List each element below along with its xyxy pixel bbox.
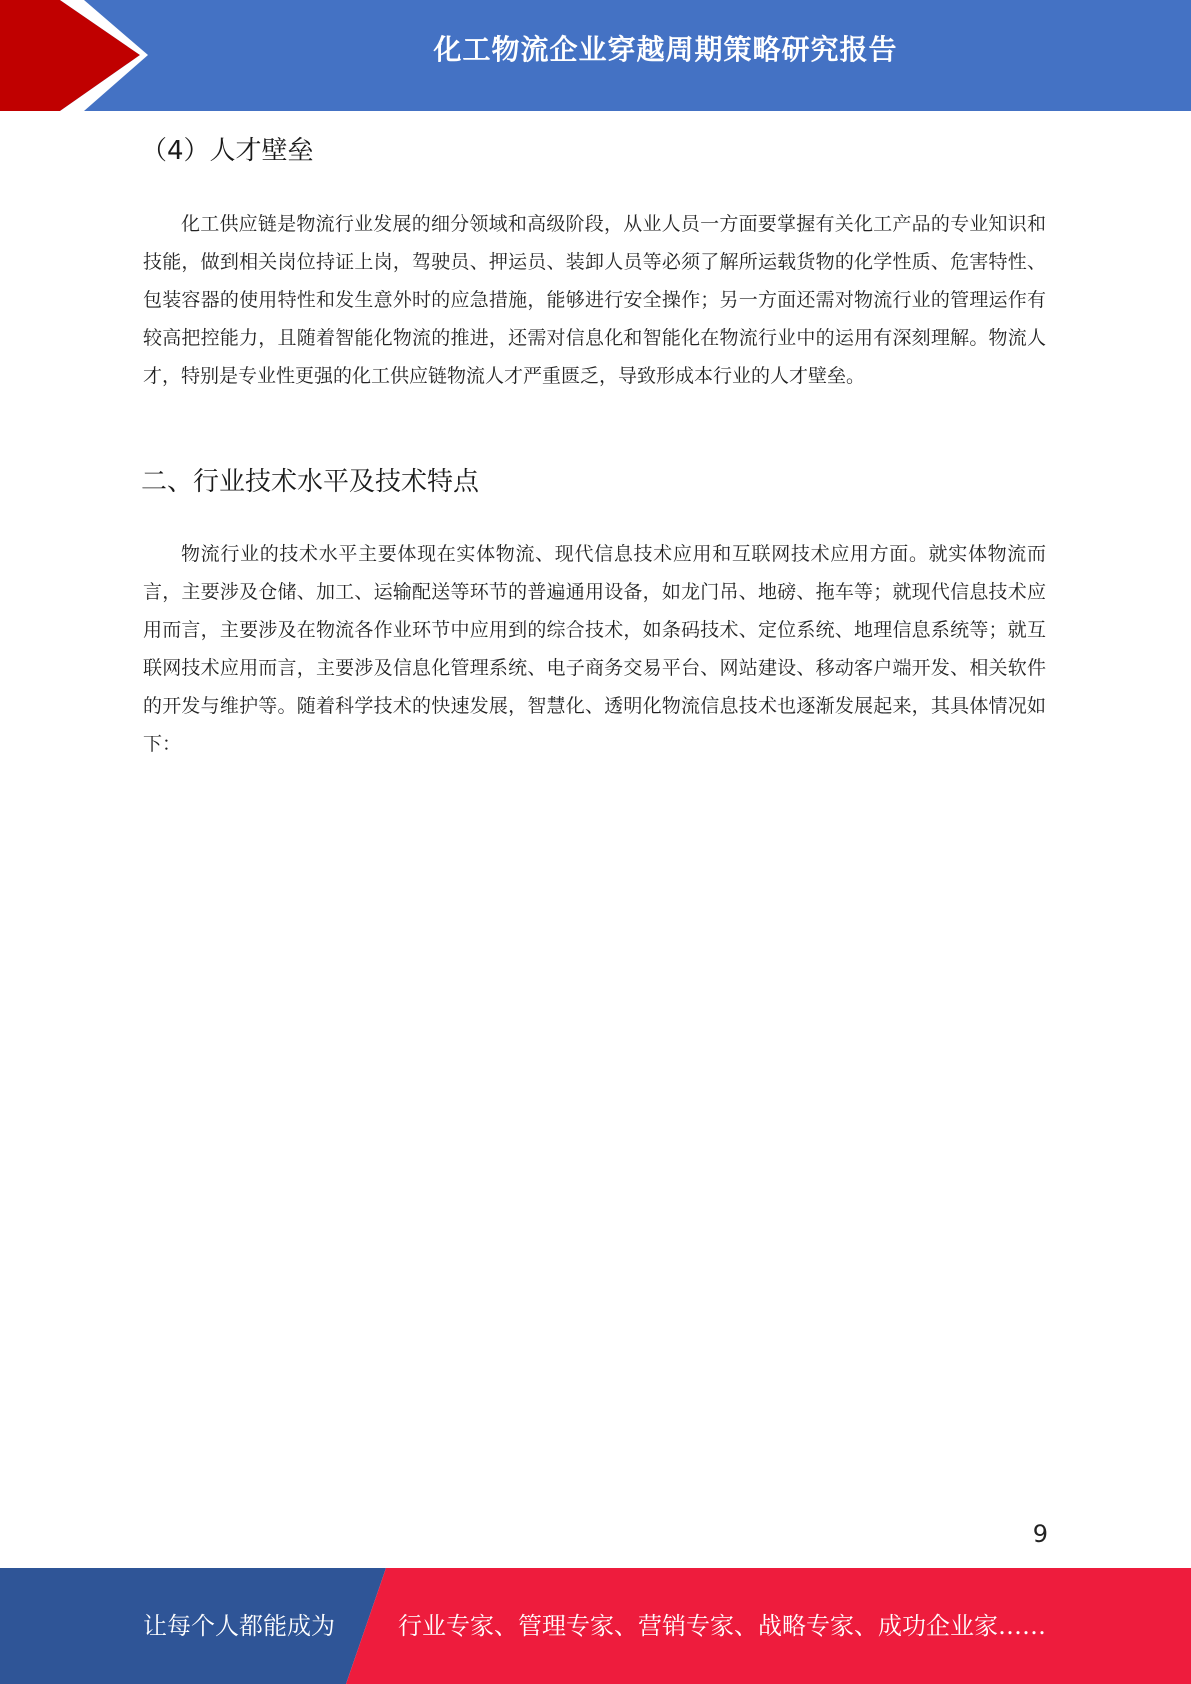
page-number: 9 (1032, 1520, 1048, 1548)
paragraph-talent-barrier: 化工供应链是物流行业发展的细分领域和高级阶段，从业人员一方面要掌握有关化工产品的专业知识和技能，做到相关岗位持证上岗，驾驶员、押运员、装卸人员等必须了解所运载货物的化学性质、危害特性、包装容器的使用特性和发生意外时的应急措施，能够进行安全操作；另一方面还需对物流行业的管理运作有较高把控能力，且随着智能化物流的推进，还需对信息化和智能化在物流行业中的运用有深刻理解。物流人才，特别是专业性更强的化工供应链物流人才严重匮乏，导致形成本行业的人才壁垒。 (143, 213, 1046, 387)
header-arrow-red (0, 0, 140, 111)
footer-slogan-right: 行业专家、管理专家、营销专家、战略专家、成功企业家…… (398, 1612, 1046, 1640)
section-heading-talent-barrier: （4）人才壁垒 (141, 136, 314, 166)
section-heading-tech-level: 二、行业技术水平及技术特点 (141, 467, 480, 497)
report-title: 化工物流企业穿越周期策略研究报告 (433, 33, 898, 66)
paragraph-tech-level: 物流行业的技术水平主要体现在实体物流、现代信息技术应用和互联网技术应用方面。就实体物流而言，主要涉及仓储、加工、运输配送等环节的普遍通用设备，如龙门吊、地磅、拖车等；就现代信息技术应用而言，主要涉及在物流各作业环节中应用到的综合技术，如条码技术、定位系统、地理信息系统等；就互联网技术应用而言，主要涉及信息化管理系统、电子商务交易平台、网站建设、移动客户端开发、相关软件的开发与维护等。随着科学技术的快速发展，智慧化、透明化物流信息技术也逐渐发展起来，其具体情况如下： (143, 543, 1046, 755)
page-header (0, 0, 1191, 111)
footer-slogan-left: 让每个人都能成为 (143, 1612, 335, 1640)
page-footer (0, 1568, 1191, 1684)
